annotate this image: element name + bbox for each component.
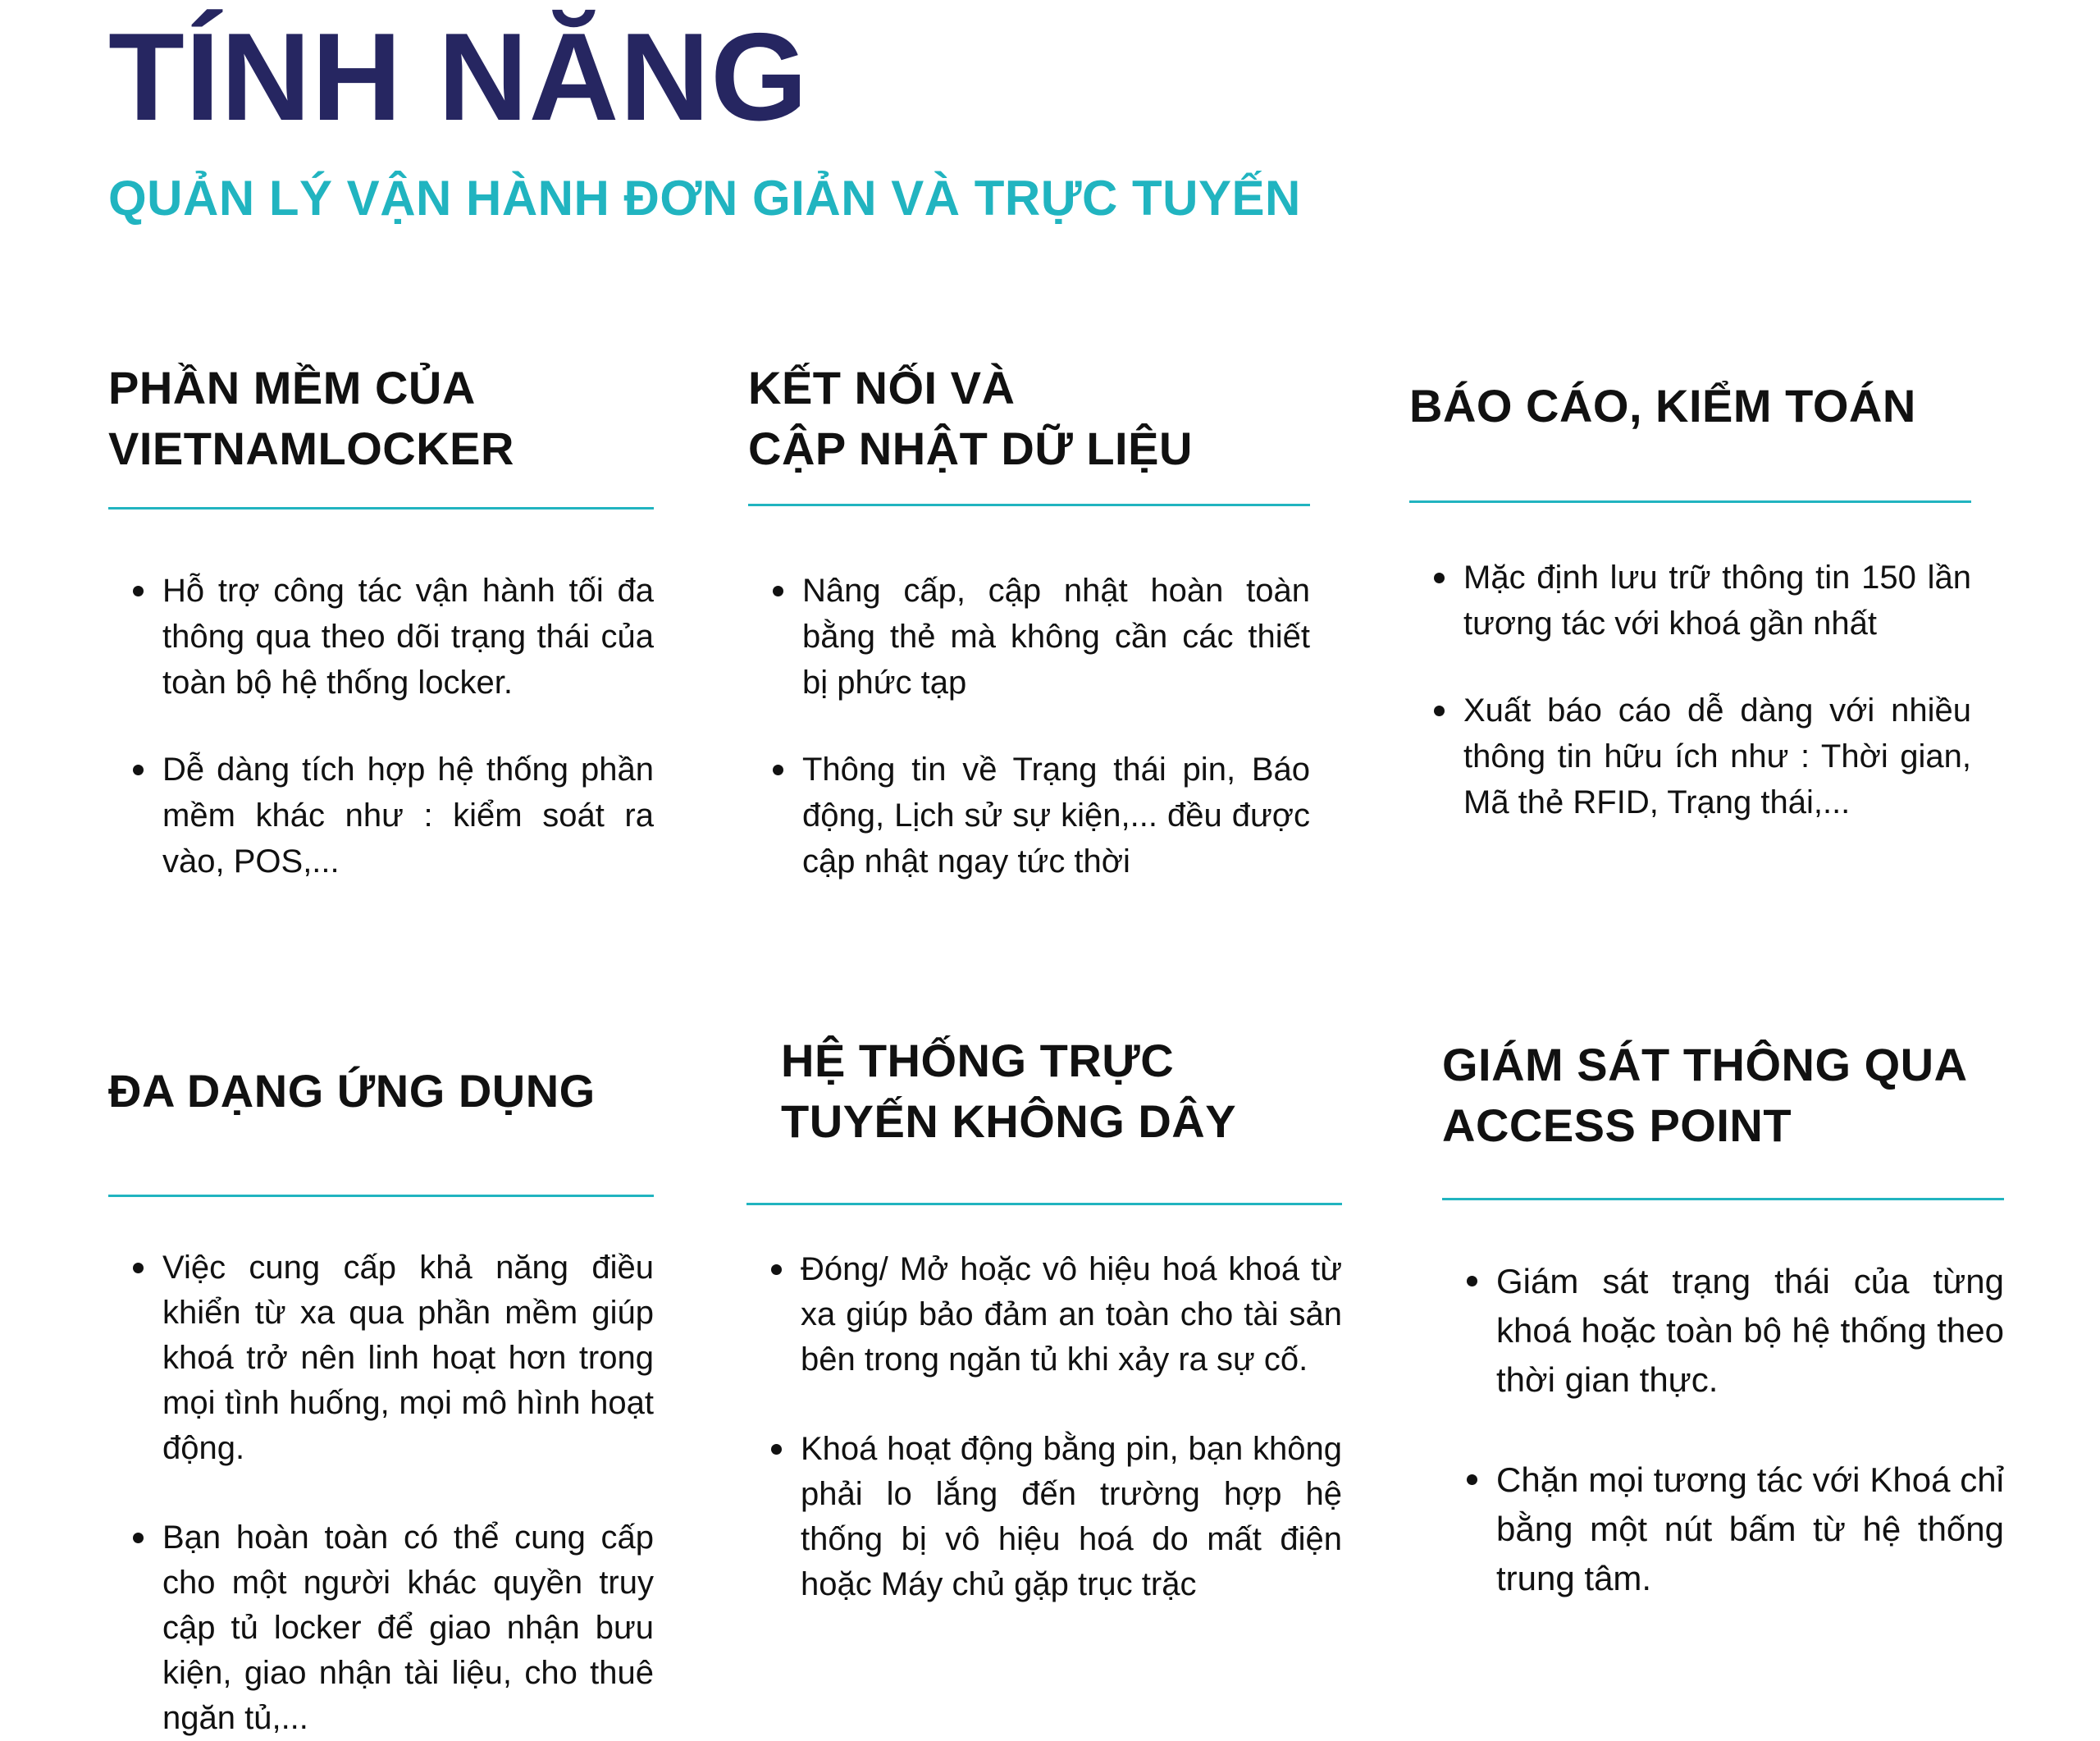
feature-heading: [748, 353, 1310, 484]
feature-bullet-list: [108, 1245, 654, 1741]
feature-heading: [108, 1026, 654, 1157]
feature-heading-line: KẾT NỐI VÀ: [748, 362, 1016, 414]
feature-bullet: Chặn mọi tương tác với Khoá chỉ bằng một nút bấm từ hệ thống trung tâm.: [1442, 1455, 2004, 1603]
feature-bullet-list: [748, 568, 1310, 884]
feature-bullet: Nâng cấp, cập nhật hoàn toàn bằng thẻ mà không cần các thiết bị phức tạp: [748, 568, 1310, 706]
feature-divider: [748, 504, 1310, 506]
feature-bullet: Giám sát trạng thái của từng khoá hoặc toàn bộ hệ thống theo thời gian thực.: [1442, 1257, 2004, 1405]
feature-divider: [108, 507, 654, 510]
feature-bullet: Khoá hoạt động bằng pin, bạn không phải lo lắng đến trường hợp hệ thống bị vô hiệu hoá do mất điện hoặc Máy chủ gặp trục trặc: [746, 1427, 1342, 1607]
feature-divider: [1409, 500, 1971, 503]
feature-bullet: Dễ dàng tích hợp hệ thống phần mềm khác như : kiểm soát ra vào, POS,...: [108, 747, 654, 884]
feature-bullet: Thông tin về Trạng thái pin, Báo động, Lịch sử sự kiện,... đều được cập nhật ngay tức thời: [748, 747, 1310, 884]
feature-bullet: Đóng/ Mở hoặc vô hiệu hoá khoá từ xa giúp bảo đảm an toàn cho tài sản bên trong ngăn tủ khi xảy ra sự cố.: [746, 1247, 1342, 1382]
feature-bullet: Mặc định lưu trữ thông tin 150 lần tương tác với khoá gần nhất: [1409, 555, 1971, 647]
feature-divider: [1442, 1198, 2004, 1200]
feature-heading-line: BÁO CÁO, KIỂM TOÁN: [1409, 380, 1916, 432]
feature-bullet-list: [108, 568, 654, 884]
feature-heading: [1409, 353, 1971, 459]
feature-heading-line: CẬP NHẬT DỮ LIỆU: [748, 423, 1193, 474]
feature-heading: [108, 353, 654, 484]
page-title: TÍNH NĂNG: [108, 7, 809, 147]
feature-bullet-list: [1409, 555, 1971, 825]
feature-heading-line: PHẦN MỀM CỦA: [108, 362, 476, 414]
page-subtitle: QUẢN LÝ VẬN HÀNH ĐƠN GIẢN VÀ TRỰC TUYẾN: [108, 171, 1301, 226]
feature-bullet: Bạn hoàn toàn có thể cung cấp cho một người khác quyền truy cập tủ locker để giao nhận bưu kiện, giao nhận tài liệu, cho thuê ngăn tủ,...: [108, 1515, 654, 1741]
feature-heading-line: VIETNAMLOCKER: [108, 423, 514, 474]
feature-divider: [108, 1195, 654, 1197]
feature-heading-line: TUYẾN KHÔNG DÂY: [781, 1095, 1237, 1147]
feature-bullet-list: [1442, 1257, 2004, 1603]
feature-heading-line: ĐA DẠNG ỨNG DỤNG: [108, 1065, 596, 1117]
feature-heading-line: ACCESS POINT: [1442, 1099, 1792, 1151]
feature-bullet: Hỗ trợ công tác vận hành tối đa thông qua theo dõi trạng thái của toàn bộ hệ thống locker.: [108, 568, 654, 706]
feature-bullet: Việc cung cấp khả năng điều khiển từ xa qua phần mềm giúp khoá trở nên linh hoạt hơn trong mọi tình huống, mọi mô hình hoạt động.: [108, 1245, 654, 1471]
feature-heading: [781, 1026, 1322, 1157]
feature-heading-line: GIÁM SÁT THÔNG QUA: [1442, 1039, 1968, 1090]
feature-bullet-list: [746, 1247, 1342, 1607]
feature-divider: [746, 1203, 1342, 1205]
feature-heading-line: HỆ THỐNG TRỰC: [781, 1035, 1175, 1086]
feature-heading: [1442, 1026, 2004, 1165]
feature-bullet: Xuất báo cáo dễ dàng với nhiều thông tin hữu ích như : Thời gian, Mã thẻ RFID, Trạng thái,...: [1409, 688, 1971, 825]
